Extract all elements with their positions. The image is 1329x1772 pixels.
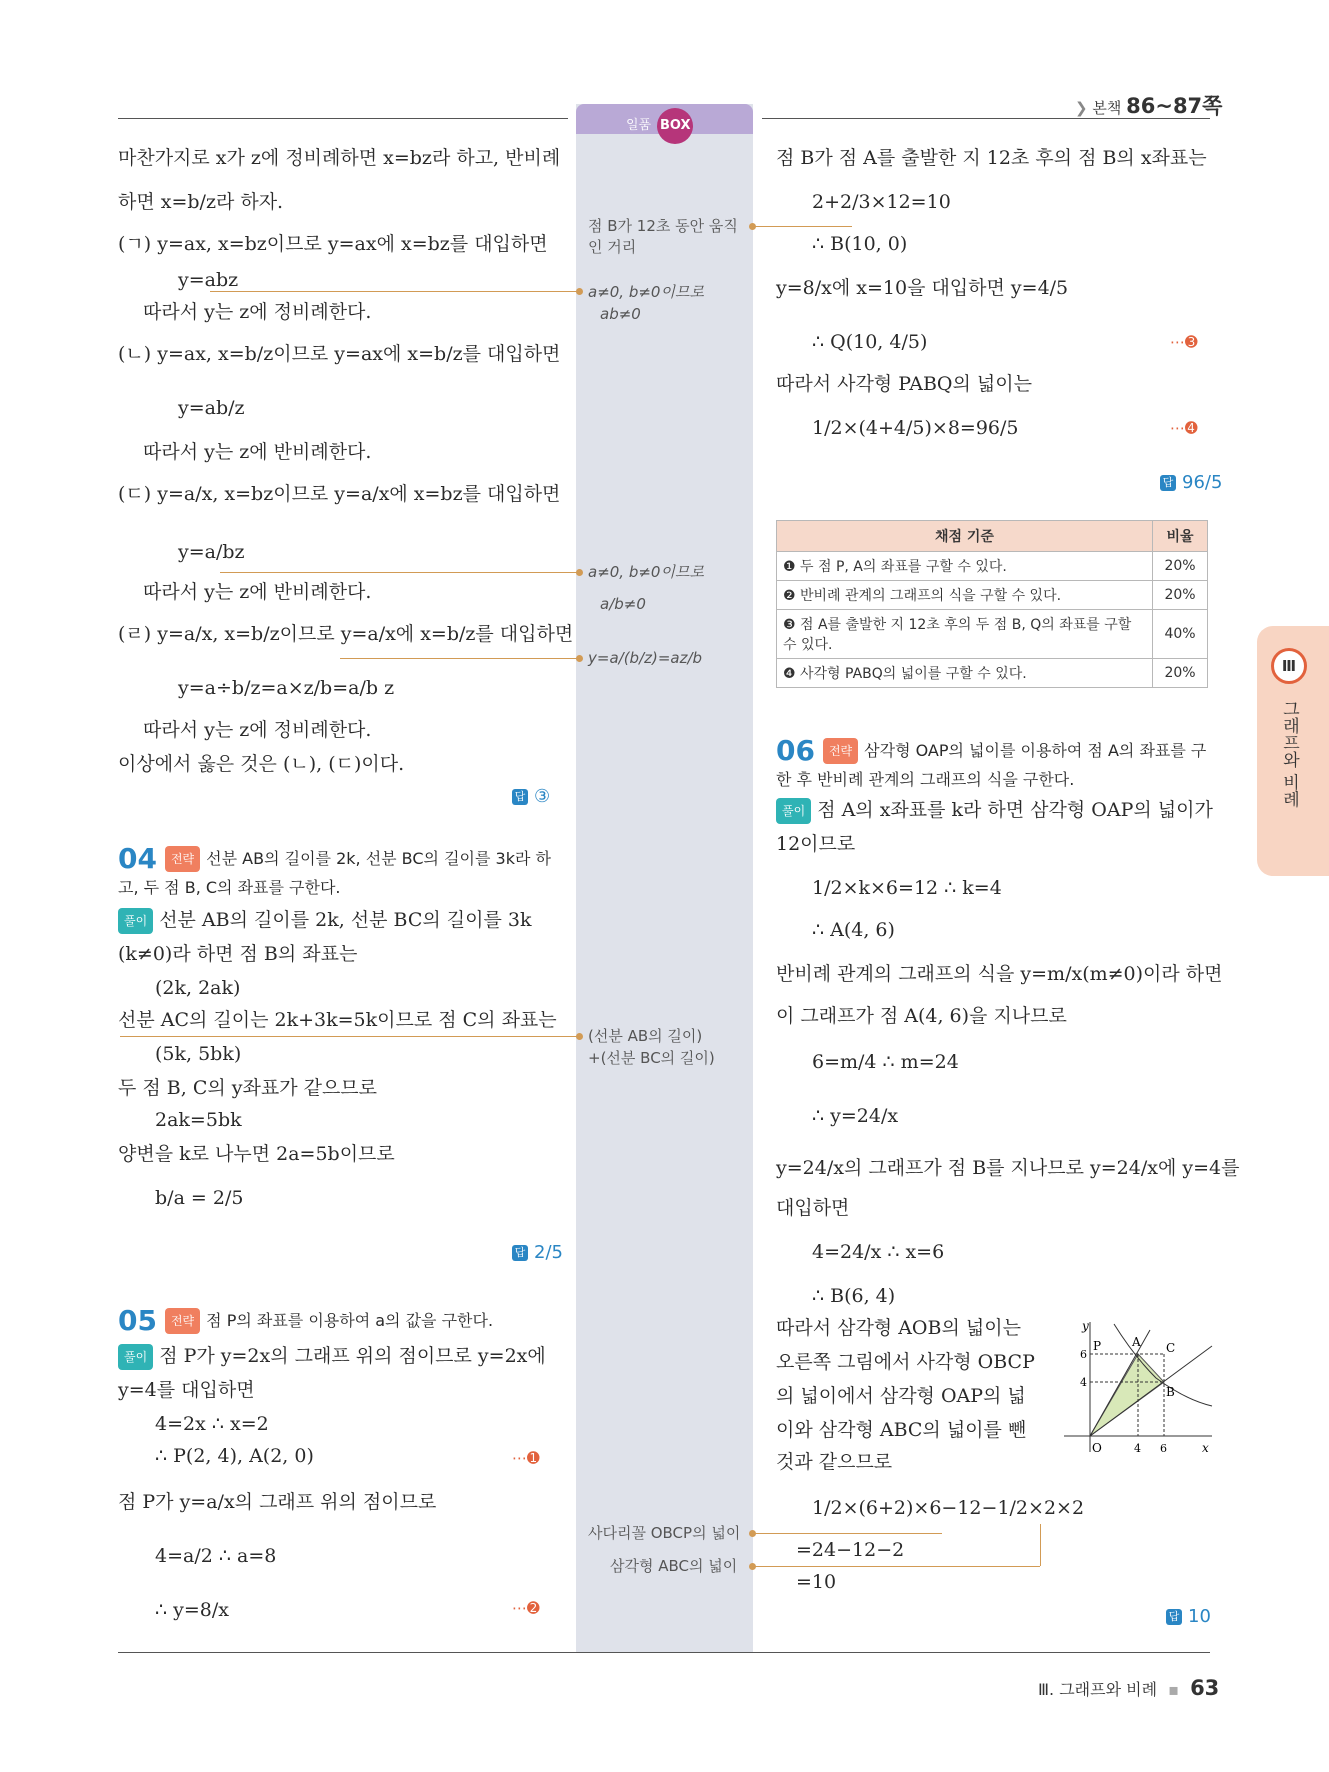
problem-06-solution-11: 4=24/x ∴ x=6 bbox=[812, 1241, 945, 1263]
answer-06-value: 10 bbox=[1188, 1606, 1211, 1627]
grading-header-criteria: 채점 기준 bbox=[777, 521, 1153, 552]
problem-04-strategy-text: 선분 AB의 길이를 2k, 선분 BC의 길이를 3k라 하 bbox=[206, 849, 551, 868]
problem-06-solution-9: y=24/x의 그래프가 점 B를 지나므로 y=24/x에 y=4를 bbox=[776, 1157, 1240, 1179]
case-d-line: (ㄷ) y=a/x, x=bz이므로 y=a/x에 x=bz를 대입하면 bbox=[118, 483, 561, 505]
box-note-2b: ab≠0 bbox=[600, 305, 641, 323]
strategy-tag: 전략 bbox=[165, 846, 200, 872]
box-note-5a: (선분 AB의 길이) bbox=[588, 1027, 703, 1045]
problem-06-solution-3: 1/2×k×6=12 ∴ k=4 bbox=[812, 877, 1002, 899]
graph-b-label: B bbox=[1166, 1385, 1175, 1399]
problem-05-solution-3: 4=2x ∴ x=2 bbox=[155, 1413, 269, 1435]
box-note-4: y=a/(b/z)=az/b bbox=[588, 649, 703, 667]
right-line-2: 2+2/3×12=10 bbox=[812, 191, 951, 213]
problem-04-solution-6: 두 점 B, C의 y좌표가 같으므로 bbox=[118, 1077, 378, 1099]
answer-04-value: 2/5 bbox=[534, 1242, 563, 1263]
graph-c-label: C bbox=[1166, 1341, 1176, 1355]
problem-04-solution-9: b/a = 2/5 bbox=[155, 1187, 244, 1209]
answer-icon: 답 bbox=[512, 1245, 528, 1261]
problem-06-solution-12: ∴ B(6, 4) bbox=[812, 1285, 896, 1307]
case-g-result: y=abz bbox=[178, 269, 239, 291]
chevron-right-icon: ❯ bbox=[1075, 99, 1088, 117]
case-n-line: (ㄴ) y=ax, x=b/z이므로 y=ax에 x=b/z를 대입하면 bbox=[118, 343, 561, 365]
problem-05-strategy-text: 점 P의 좌표를 이용하여 a의 값을 구한다. bbox=[206, 1311, 494, 1330]
ref-pages: 86~87쪽 bbox=[1126, 94, 1223, 118]
problem-06-solution-7: 6=m/4 ∴ m=24 bbox=[812, 1051, 959, 1073]
grading-header-rate: 비율 bbox=[1153, 521, 1208, 552]
rate-cell: 40% bbox=[1153, 610, 1208, 659]
answer-03-value: ③ bbox=[534, 786, 551, 807]
grading-table bbox=[776, 520, 1208, 688]
rate-cell: 20% bbox=[1153, 552, 1208, 581]
problem-06-solution-19: =24−12−2 bbox=[796, 1539, 905, 1561]
step-mark-2: ⋯➋ bbox=[512, 1599, 540, 1617]
problem-06-solution-1-text: 점 A의 x좌표를 k라 하면 삼각형 OAP의 넓이가 bbox=[817, 799, 1213, 821]
graph-y4-tick: 4 bbox=[1080, 1376, 1087, 1389]
connector-dot-4 bbox=[576, 655, 583, 662]
problem-06-number: 06 bbox=[776, 734, 815, 767]
right-line-3: ∴ B(10, 0) bbox=[812, 233, 908, 255]
problem-04-strategy-1 bbox=[118, 842, 551, 875]
intro-line-1: 마찬가지로 x가 z에 정비례하면 x=bz라 하고, 반비례 bbox=[118, 147, 561, 169]
connector-1 bbox=[752, 226, 852, 227]
connector-dot-7 bbox=[749, 1563, 756, 1570]
problem-04-number: 04 bbox=[118, 842, 157, 875]
problem-06-solution-2: 12이므로 bbox=[776, 833, 856, 855]
graph-p-label: P bbox=[1093, 1339, 1102, 1353]
problem-06-solution-14: 오른쪽 그림에서 사각형 OBCP bbox=[776, 1351, 1035, 1373]
chapter-title: 그래프와 비례 bbox=[1279, 700, 1299, 808]
connector-dot-1 bbox=[749, 223, 756, 230]
connector-dot-3 bbox=[576, 569, 583, 576]
problem-06-solution-18: 1/2×(6+2)×6−12−1/2×2×2 bbox=[812, 1497, 1085, 1519]
footer-chapter: Ⅲ. 그래프와 비례 bbox=[1038, 1680, 1158, 1699]
problem-05-strategy bbox=[118, 1304, 494, 1337]
connector-6 bbox=[752, 1533, 942, 1534]
problem-04-strategy-2: 고, 두 점 B, C의 좌표를 구한다. bbox=[118, 878, 341, 897]
rate-cell: 20% bbox=[1153, 581, 1208, 610]
table-row bbox=[777, 610, 1208, 659]
case-d-conclusion: 따라서 y는 z에 반비례한다. bbox=[143, 581, 372, 603]
problem-06-solution-16: 이와 삼각형 ABC의 넓이를 뺀 bbox=[776, 1419, 1027, 1441]
problem-06-solution-17: 것과 같으므로 bbox=[776, 1451, 893, 1473]
footer bbox=[1038, 1676, 1219, 1700]
problem-06-solution-6: 이 그래프가 점 A(4, 6)을 지나므로 bbox=[776, 1005, 1067, 1027]
graph-x4-tick: 4 bbox=[1134, 1442, 1141, 1455]
problem-05-solution-4: ∴ P(2, 4), A(2, 0) bbox=[155, 1445, 314, 1467]
problem-06-solution-4: ∴ A(4, 6) bbox=[812, 919, 895, 941]
case-g-conclusion: 따라서 y는 z에 정비례한다. bbox=[143, 301, 372, 323]
right-line-5: ∴ Q(10, 4/5) bbox=[812, 331, 928, 353]
answer-icon: 답 bbox=[1166, 1609, 1182, 1625]
problem-06-solution-13: 따라서 삼각형 AOB의 넓이는 bbox=[776, 1317, 1021, 1339]
case-r-line: (ㄹ) y=a/x, x=b/z이므로 y=a/x에 x=b/z를 대입하면 bbox=[118, 623, 574, 645]
criteria-cell: ❹ 사각형 PABQ의 넓이를 구할 수 있다. bbox=[777, 659, 1153, 688]
graph-figure bbox=[1056, 1316, 1216, 1456]
box-note-3a: a≠0, b≠0이므로 bbox=[588, 563, 704, 581]
right-line-4: y=8/x에 x=10을 대입하면 y=4/5 bbox=[776, 277, 1069, 299]
ref-label: 본책 bbox=[1092, 99, 1122, 117]
box-note-2a: a≠0, b≠0이므로 bbox=[588, 283, 704, 301]
connector-5 bbox=[120, 1036, 582, 1037]
answer-icon: 답 bbox=[512, 789, 528, 805]
case-n-result: y=ab/z bbox=[178, 397, 245, 419]
table-row bbox=[777, 552, 1208, 581]
box-note-7: 삼각형 ABC의 넓이 bbox=[610, 1557, 738, 1575]
problem-06-strategy-2: 한 후 반비례 관계의 그래프의 식을 구한다. bbox=[776, 770, 1075, 789]
connector-4 bbox=[340, 658, 582, 659]
box-column bbox=[576, 104, 753, 1652]
intro-line-2: 하면 x=b/z라 하자. bbox=[118, 191, 284, 213]
case-r-result: y=a÷b/z=a×z/b=a/b z bbox=[178, 677, 395, 699]
answer-06 bbox=[1166, 1604, 1211, 1629]
grading-header bbox=[777, 521, 1208, 552]
criteria-cell: ❷ 반비례 관계의 그래프의 식을 구할 수 있다. bbox=[777, 581, 1153, 610]
problem-04-solution-7: 2ak=5bk bbox=[155, 1109, 242, 1131]
connector-dot-6 bbox=[749, 1530, 756, 1537]
bottom-rule bbox=[118, 1652, 1210, 1653]
top-rule-left bbox=[118, 118, 568, 119]
box-note-3b: a/b≠0 bbox=[600, 595, 646, 613]
answer-icon: 답 bbox=[1160, 475, 1176, 491]
problem-06-solution-10: 대입하면 bbox=[776, 1197, 850, 1219]
right-line-1: 점 B가 점 A를 출발한 지 12초 후의 점 B의 x좌표는 bbox=[776, 147, 1207, 169]
connector-7-vertical bbox=[1040, 1524, 1041, 1566]
criteria-cell: ❶ 두 점 P, A의 좌표를 구할 수 있다. bbox=[777, 552, 1153, 581]
problem-04-solution-4: 선분 AC의 길이는 2k+3k=5k이므로 점 C의 좌표는 bbox=[118, 1009, 557, 1031]
box-prefix: 일품 bbox=[626, 118, 652, 133]
problem-05-solution-7: ∴ y=8/x bbox=[155, 1599, 229, 1621]
footer-separator: ▪ bbox=[1168, 1680, 1179, 1699]
box-note-5b: +(선분 BC의 길이) bbox=[588, 1049, 715, 1067]
problem-04-solution-1-text: 선분 AB의 길이를 2k, 선분 BC의 길이를 3k bbox=[159, 909, 532, 931]
case-n-conclusion: 따라서 y는 z에 반비례한다. bbox=[143, 441, 372, 463]
strategy-tag: 전략 bbox=[165, 1308, 200, 1334]
box-note-6: 사다리꼴 OBCP의 넓이 bbox=[588, 1524, 741, 1542]
answer-03-prev bbox=[1160, 470, 1222, 495]
connector-3 bbox=[220, 572, 582, 573]
answer-prev-value: 96/5 bbox=[1182, 472, 1223, 493]
case-r-conclusion: 따라서 y는 z에 정비례한다. bbox=[143, 719, 372, 741]
problem-05-solution-1 bbox=[118, 1344, 546, 1370]
answer-03 bbox=[512, 784, 550, 809]
box-note-1: 점 B가 12초 동안 움직인 거리 bbox=[588, 217, 738, 256]
problem-06-strategy-1 bbox=[776, 734, 1207, 767]
box-title bbox=[626, 108, 693, 144]
table-row bbox=[777, 659, 1208, 688]
problem-04-solution-8: 양변을 k로 나누면 2a=5b이므로 bbox=[118, 1143, 395, 1165]
step-mark-3: ⋯➌ bbox=[1170, 333, 1198, 351]
right-line-7: 1/2×(4+4/5)×8=96/5 bbox=[812, 417, 1019, 439]
table-row bbox=[777, 581, 1208, 610]
page-number: 63 bbox=[1190, 1676, 1220, 1700]
problem-05-solution-2: y=4를 대입하면 bbox=[118, 1379, 255, 1401]
box-badge: BOX bbox=[657, 108, 693, 144]
problem-04-solution-1 bbox=[118, 908, 532, 934]
conclusion-line: 이상에서 옳은 것은 (ㄴ), (ㄷ)이다. bbox=[118, 753, 405, 775]
solution-tag: 풀이 bbox=[118, 1344, 153, 1370]
connector-7 bbox=[752, 1566, 1040, 1567]
problem-05-solution-1-text: 점 P가 y=2x의 그래프 위의 점이므로 y=2x에 bbox=[159, 1345, 546, 1367]
graph-a-label: A bbox=[1132, 1335, 1141, 1349]
connector-dot-5 bbox=[576, 1033, 583, 1040]
graph-x-label: x bbox=[1202, 1441, 1209, 1455]
answer-04 bbox=[512, 1240, 563, 1265]
problem-06-solution-20: =10 bbox=[796, 1571, 837, 1593]
case-g-line: (ㄱ) y=ax, x=bz이므로 y=ax에 x=bz를 대입하면 bbox=[118, 233, 548, 255]
problem-04-solution-5: (5k, 5bk) bbox=[155, 1043, 242, 1065]
rate-cell: 20% bbox=[1153, 659, 1208, 688]
step-mark-4: ⋯➍ bbox=[1170, 419, 1198, 437]
chapter-number: Ⅲ bbox=[1271, 648, 1307, 684]
graph-y6-tick: 6 bbox=[1080, 1348, 1087, 1361]
graph-origin-label: O bbox=[1092, 1441, 1102, 1455]
connector-dot-2 bbox=[576, 288, 583, 295]
case-d-result: y=a/bz bbox=[178, 541, 245, 563]
strategy-tag: 전략 bbox=[823, 738, 858, 764]
problem-06-solution-5: 반비례 관계의 그래프의 식을 y=m/x(m≠0)이라 하면 bbox=[776, 963, 1223, 985]
solution-tag: 풀이 bbox=[776, 798, 811, 824]
graph-y-label: y bbox=[1082, 1319, 1089, 1333]
problem-06-solution-1 bbox=[776, 798, 1213, 824]
page-ref bbox=[1075, 90, 1222, 120]
step-mark-1: ⋯➊ bbox=[512, 1449, 540, 1467]
connector-2 bbox=[210, 291, 582, 292]
problem-05-solution-5: 점 P가 y=a/x의 그래프 위의 점이므로 bbox=[118, 1491, 437, 1513]
problem-06-solution-8: ∴ y=24/x bbox=[812, 1105, 899, 1127]
problem-06-strategy-text: 삼각형 OAP의 넓이를 이용하여 점 A의 좌표를 구 bbox=[864, 741, 1207, 760]
problem-05-number: 05 bbox=[118, 1304, 157, 1337]
problem-04-solution-3: (2k, 2ak) bbox=[155, 977, 241, 999]
criteria-cell: ❸ 점 A를 출발한 지 12초 후의 두 점 B, Q의 좌표를 구할 수 있다. bbox=[777, 610, 1153, 659]
problem-04-solution-2: (k≠0)라 하면 점 B의 좌표는 bbox=[118, 943, 358, 965]
problem-06-solution-15: 의 넓이에서 삼각형 OAP의 넓 bbox=[776, 1385, 1026, 1407]
right-line-6: 따라서 사각형 PABQ의 넓이는 bbox=[776, 373, 1032, 395]
problem-05-solution-6: 4=a/2 ∴ a=8 bbox=[155, 1545, 277, 1567]
solution-tag: 풀이 bbox=[118, 908, 153, 934]
graph-x6-tick: 6 bbox=[1160, 1442, 1167, 1455]
